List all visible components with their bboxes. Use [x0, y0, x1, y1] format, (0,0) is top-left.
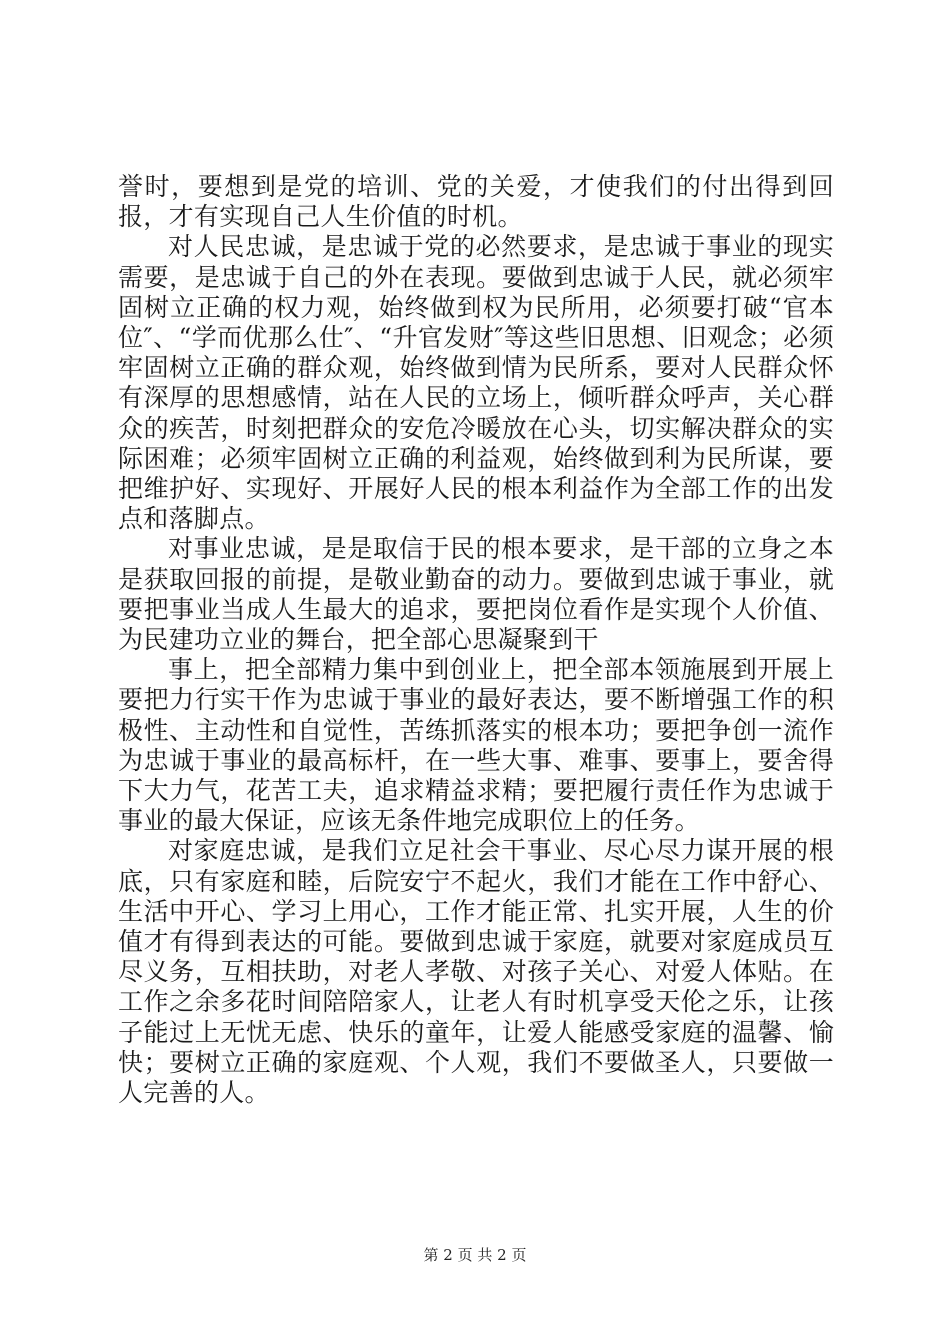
paragraph-loyalty-to-career: 对事业忠诚，是是取信于民的根本要求，是干部的立身之本是获取回报的前提，是敬业勤奋的动力。要做到忠诚于事业，就要把事业当成人生最大的追求，要把岗位看作是实现个人价值、为民建功立业的舞台，把全部心思凝聚到干	[118, 534, 834, 655]
paragraph-continuation: 誉时，要想到是党的培训、党的关爱，才使我们的付出得到回报，才有实现自己人生价值的时机。	[118, 172, 834, 232]
body-text	[118, 172, 834, 1108]
paragraph-loyalty-to-family: 对家庭忠诚，是我们立足社会干事业、尽心尽力谋开展的根底，只有家庭和睦，后院安宁不起火，我们才能在工作中舒心、生活中开心、学习上用心，工作才能正常、扎实开展，人生的价值才有得到表达的可能。要做到忠诚于家庭，就要对家庭成员互尽义务，互相扶助，对老人孝敬、对孩子关心、对爱人体贴。在工作之余多花时间陪陪家人，让老人有时机享受天伦之乐，让孩子能过上无忧无虑、快乐的童年，让爱人能感受家庭的温馨、愉快；要树立正确的家庭观、个人观，我们不要做圣人，只要做一人完善的人。	[118, 836, 834, 1108]
paragraph-loyalty-to-people: 对人民忠诚，是忠诚于党的必然要求，是忠诚于事业的现实需要，是忠诚于自己的外在表现。要做到忠诚于人民，就必须牢固树立正确的权力观，始终做到权为民所用，必须要打破“官本位″、“学而优那么仕″、“升官发财″等这些旧思想、旧观念；必须牢固树立正确的群众观，始终做到情为民所系，要对人民群众怀有深厚的思想感情，站在人民的立场上，倾听群众呼声，关心群众的疾苦，时刻把群众的安危冷暖放在心头，切实解决群众的实际困难；必须牢固树立正确的利益观，始终做到利为民所谋，要把维护好、实现好、开展好人民的根本利益作为全部工作的出发点和落脚点。	[118, 232, 834, 534]
paragraph-career-actions: 事上，把全部精力集中到创业上，把全部本领施展到开展上要把力行实干作为忠诚于事业的最好表达，要不断增强工作的积极性、主动性和自觉性，苦练抓落实的根本功；要把争创一流作为忠诚于事业的最高标杆，在一些大事、难事、要事上，要舍得下大力气，花苦工夫，追求精益求精；要把履行责任作为忠诚于事业的最大保证，应该无条件地完成职位上的任务。	[118, 655, 834, 836]
page-footer: 第 2 页 共 2 页	[423, 1246, 527, 1264]
